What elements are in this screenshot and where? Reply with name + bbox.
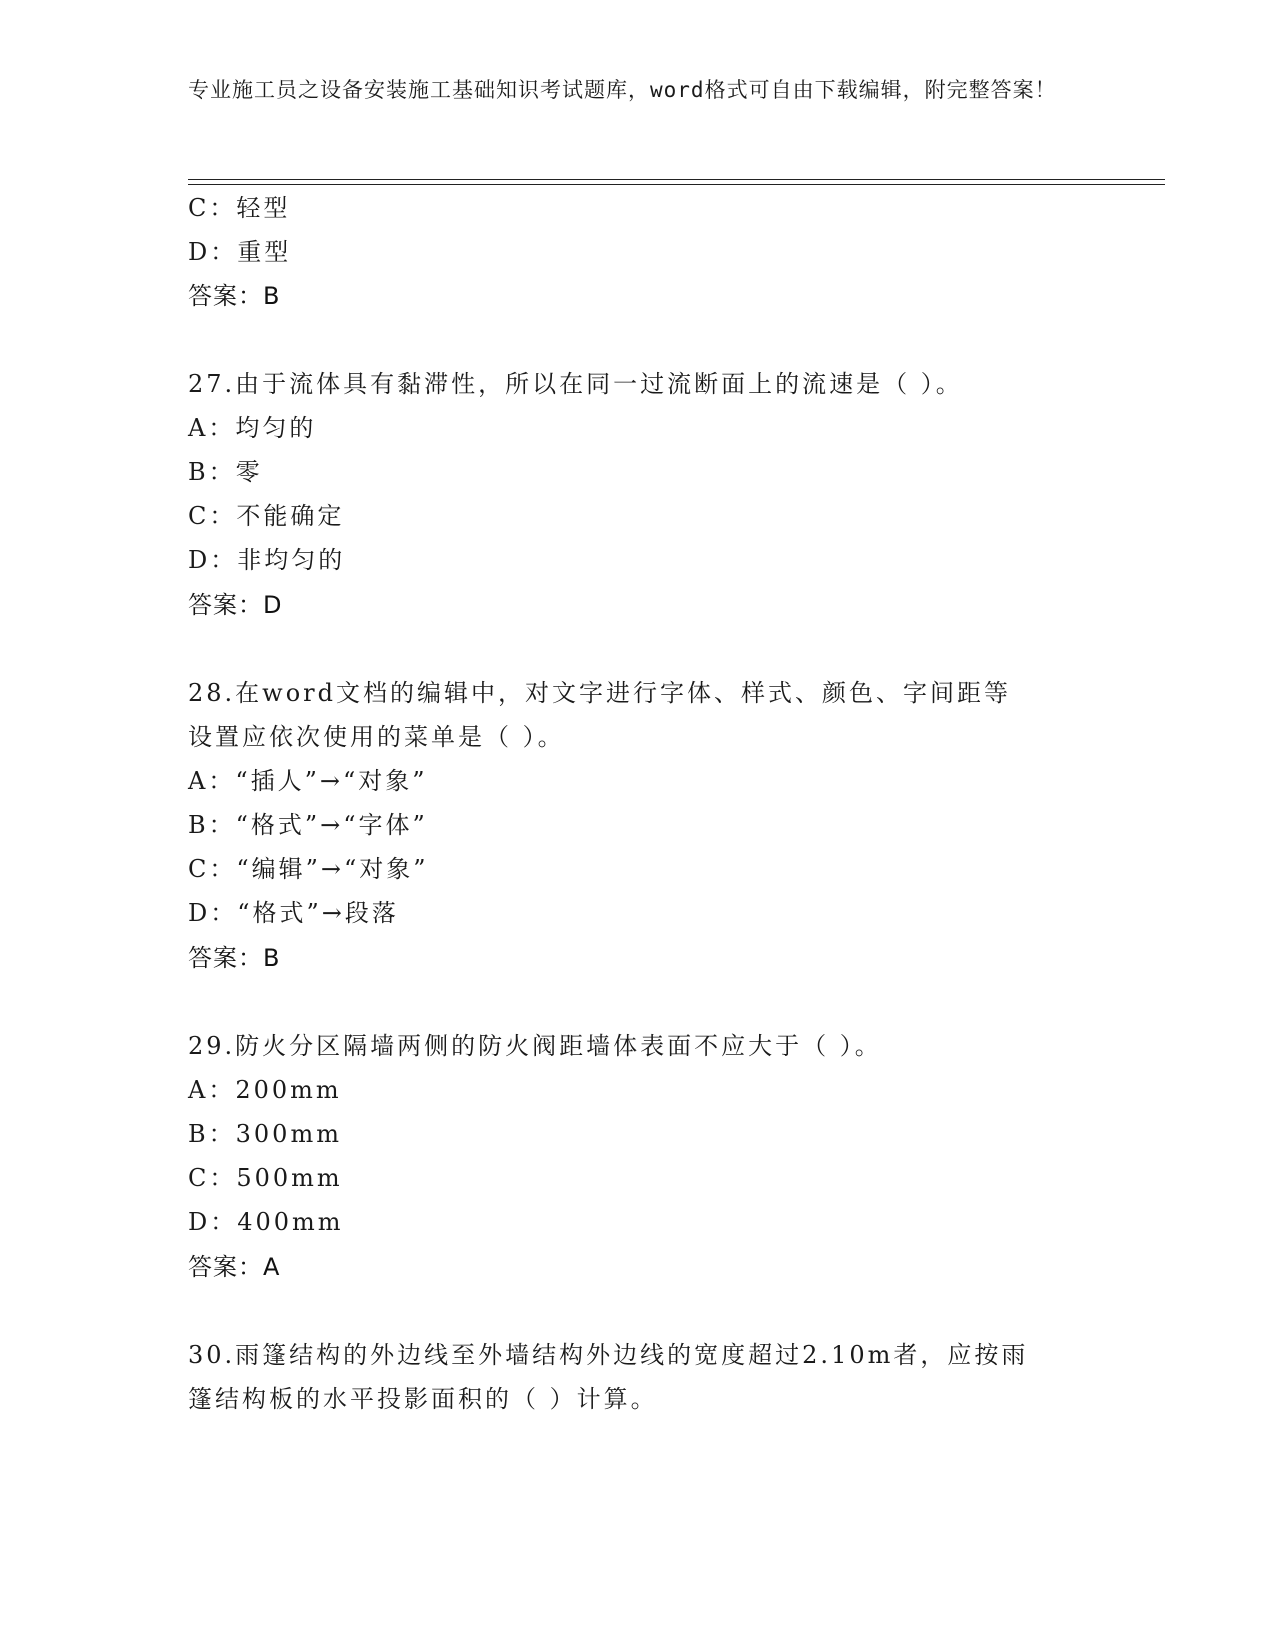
q28-option-d: D：“格式”→段落 <box>188 899 399 927</box>
q27-option-c: C：不能确定 <box>188 502 345 530</box>
q28-stem-line2: 设置应依次使用的菜单是（ ）。 <box>188 723 565 751</box>
q29-stem: 29.防火分区隔墙两侧的防火阀距墙体表面不应大于（ ）。 <box>188 1032 882 1060</box>
q28-option-b: B：“格式”→“字体” <box>188 811 428 839</box>
q27-option-b: B：零 <box>188 458 263 486</box>
q27-stem: 27.由于流体具有黏滞性，所以在同一过流断面上的流速是（ ）。 <box>188 370 963 398</box>
q30-stem-line2: 篷结构板的水平投影面积的（ ）计算。 <box>188 1385 658 1413</box>
q28-option-a: A：“插人”→“对象” <box>188 767 428 795</box>
q26-answer: 答案：B <box>188 282 281 310</box>
q28-stem-line1: 28.在word文档的编辑中，对文字进行字体、样式、颜色、字间距等 <box>188 679 1011 707</box>
q30-stem-line1: 30.雨篷结构的外边线至外墙结构外边线的宽度超过2.10m者，应按雨 <box>188 1341 1029 1369</box>
q29-answer: 答案：A <box>188 1253 281 1281</box>
q28-answer: 答案：B <box>188 944 281 972</box>
q27-option-d: D：非均匀的 <box>188 546 346 574</box>
q27-option-a: A：均匀的 <box>188 414 317 442</box>
header-rule-top <box>188 179 1165 180</box>
header-rule-bottom <box>188 184 1165 185</box>
q29-option-a: A：200mm <box>188 1076 342 1104</box>
q27-answer: 答案：D <box>188 591 283 619</box>
q29-option-b: B：300mm <box>188 1120 342 1148</box>
q29-option-d: D：400mm <box>188 1208 344 1236</box>
q26-option-d: D：重型 <box>188 238 292 266</box>
q26-option-c: C：轻型 <box>188 194 291 222</box>
q29-option-c: C：500mm <box>188 1164 343 1192</box>
document-header: 专业施工员之设备安装施工基础知识考试题库，word格式可自由下载编辑，附完整答案！ <box>188 78 1057 102</box>
q28-option-c: C：“编辑”→“对象” <box>188 855 429 883</box>
